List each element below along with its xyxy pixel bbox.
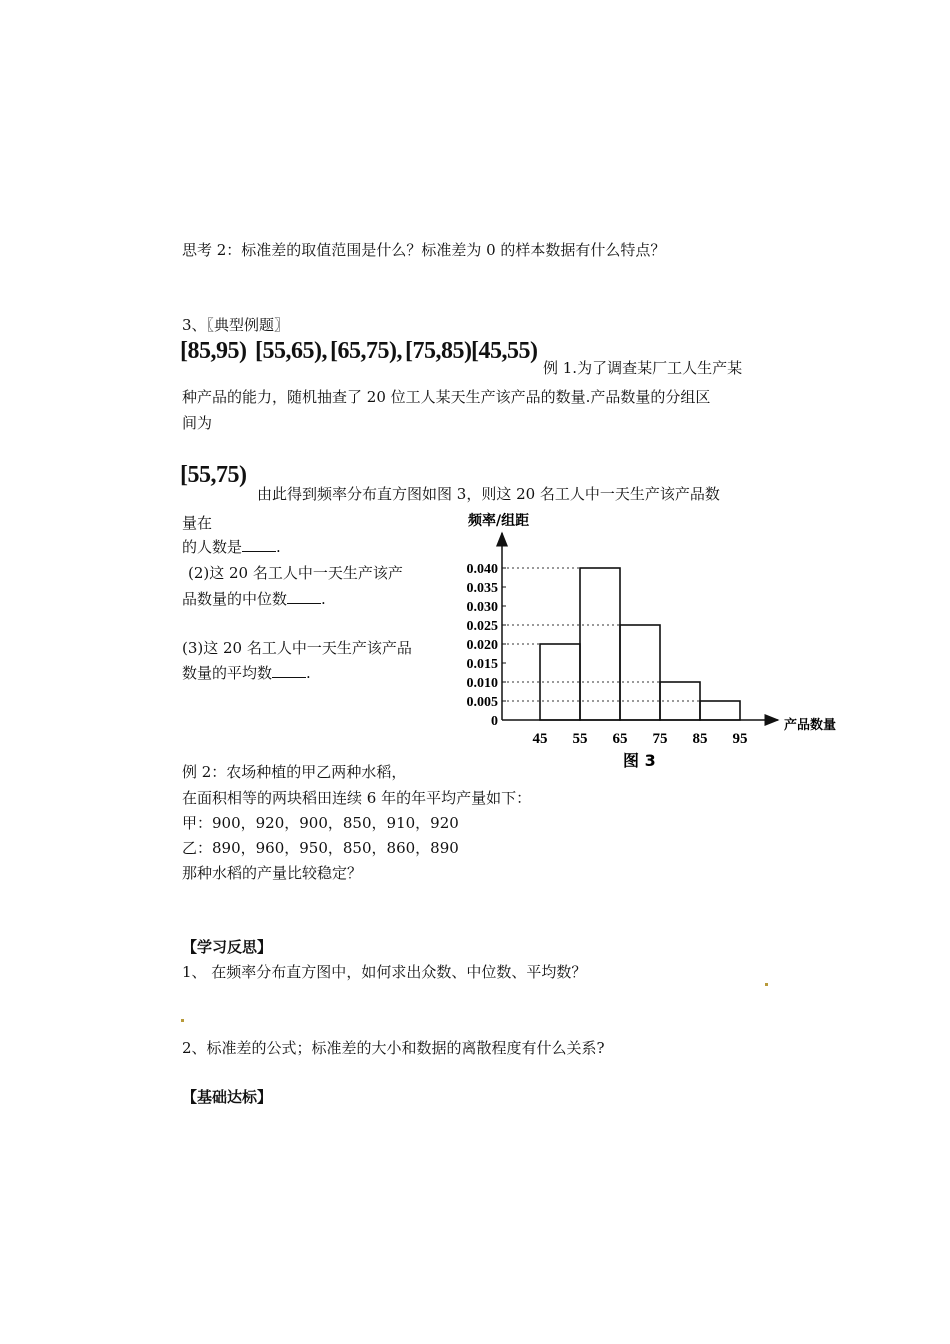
x-tick-label: 95	[732, 731, 748, 747]
example1-line3: 间为	[182, 414, 213, 432]
basic-heading: 【基础达标】	[182, 1088, 273, 1106]
question1-line2	[182, 537, 281, 557]
x-tick-label: 55	[572, 731, 588, 747]
interval-55-65: [55,65),	[255, 338, 327, 364]
y-tick-label: 0.030	[466, 600, 498, 615]
y-tick-label: 0.005	[466, 695, 498, 710]
reflection-item-1: 1、 在频率分布直方图中，如何求出众数、中位数、平均数？	[182, 963, 587, 981]
example1-line2: 种产品的能力，随机抽查了 20 位工人某天生产该产品的数量.产品数量的分组区	[182, 388, 711, 406]
x-axis-title: 产品数量	[784, 718, 837, 733]
scan-speck	[765, 983, 768, 986]
example2-line5: 那种水稻的产量比较稳定？	[182, 864, 363, 882]
x-tick-label: 65	[612, 731, 628, 747]
interval-75-85: [75,85)	[405, 338, 472, 364]
section-heading-examples: 3、〖典型例题〗	[182, 316, 290, 334]
question2-line2	[182, 589, 326, 609]
example2-line3: 甲：900，920，900，850，910，920	[182, 814, 459, 832]
question1-line1: 量在	[182, 514, 213, 532]
y-tick-label: 0.035	[466, 581, 498, 596]
y-tick-label: 0.015	[466, 657, 498, 672]
example1-line4: 由此得到频率分布直方图如图 3，则这 20 名工人中一天生产该产品数	[257, 485, 720, 503]
reflection-heading: 【学习反思】	[182, 938, 273, 956]
y-tick-label: 0	[491, 714, 498, 729]
example2-line1: 例 2：农场种植的甲乙两种水稻，	[182, 763, 407, 781]
answer-blank-2[interactable]	[287, 589, 321, 604]
question3-line1: (3)这 20 名工人中一天生产该产品	[182, 639, 412, 657]
example1-line1: 例 1.为了调查某厂工人生产某	[543, 359, 743, 377]
question2-end: .	[321, 590, 326, 608]
y-tick-label: 0.040	[466, 562, 498, 577]
x-tick-label: 85	[692, 731, 708, 747]
answer-blank-1[interactable]	[242, 537, 276, 552]
histogram-bar	[700, 701, 740, 720]
scan-speck	[181, 1019, 184, 1022]
interval-85-95: [85,95)	[180, 338, 247, 364]
question3-text: 数量的平均数	[182, 664, 273, 682]
question2-line1: (2)这 20 名工人中一天生产该产	[188, 564, 403, 582]
reflection-item-2: 2、标准差的公式；标准差的大小和数据的离散程度有什么关系?	[182, 1039, 605, 1057]
histogram-bar	[620, 625, 660, 720]
y-tick-label: 0.025	[466, 619, 498, 634]
question2-text: 品数量的中位数	[182, 590, 288, 608]
interval-45-55: [45,55)	[471, 338, 538, 364]
chart-caption: 图 3	[623, 751, 656, 770]
answer-blank-3[interactable]	[272, 663, 306, 678]
y-axis-title: 频率/组距	[468, 513, 530, 529]
interval-65-75: [65,75),	[330, 338, 402, 364]
example2-line4: 乙：890，960，950，850，860，890	[182, 839, 459, 857]
histogram-bar	[580, 568, 620, 720]
frequency-histogram	[440, 505, 860, 775]
question1-end: .	[276, 538, 281, 556]
y-tick-label: 0.020	[466, 638, 498, 653]
question3-end: .	[306, 664, 311, 682]
interval-55-75: [55,75)	[180, 462, 247, 488]
think-question-2: 思考 2：标准差的取值范围是什么？标准差为 0 的样本数据有什么特点？	[182, 241, 666, 259]
example2-line2: 在面积相等的两块稻田连续 6 年的年平均产量如下：	[182, 789, 532, 807]
y-tick-label: 0.010	[466, 676, 498, 691]
x-tick-label: 45	[532, 731, 548, 747]
x-tick-label: 75	[652, 731, 668, 747]
question3-line2	[182, 663, 311, 683]
question1-text: 的人数是	[182, 538, 243, 556]
